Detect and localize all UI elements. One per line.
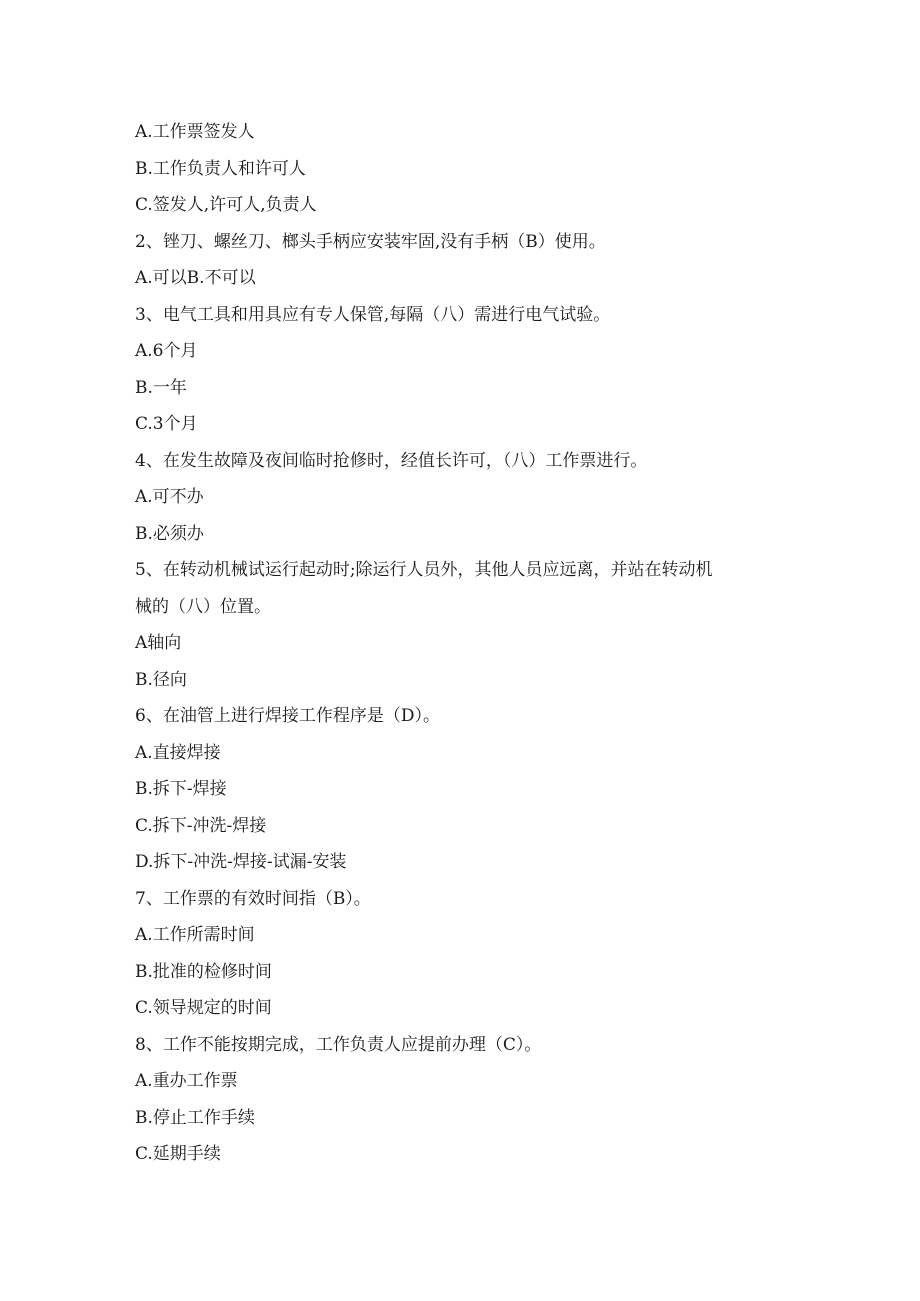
question-line: 8、工作不能按期完成，工作负责人应提前办理（C）。: [135, 1034, 542, 1055]
question-line: 6、在油管上进行焊接工作程序是（D）。: [135, 706, 440, 726]
question-line: 5、在转动机械试运行起动时;除运行人员外，其他人员应远离，并站在转动机: [135, 560, 713, 580]
option-line: B.拆下-焊接: [135, 779, 227, 799]
option-line: A.6个月: [135, 341, 198, 361]
option-line: B.批准的检修时间: [135, 961, 272, 982]
question-line: 7、工作票的有效时间指（B）。: [135, 888, 371, 909]
option-line: B.工作负责人和许可人: [135, 158, 306, 179]
option-line: B.停止工作手续: [135, 1107, 255, 1128]
option-line: A.工作票签发人: [135, 122, 255, 142]
option-line: A.可以B.不可以: [135, 268, 256, 288]
document-body: [135, 114, 795, 1173]
option-line: C.3个月: [135, 414, 198, 434]
option-line: D.拆下-冲洗-焊接-试漏-安装: [135, 852, 347, 872]
question-line: 3、电气工具和用具应有专人保管,每隔（八）需进行电气试验。: [135, 304, 611, 325]
option-line: B.一年: [135, 377, 187, 398]
option-line: C.拆下-冲洗-焊接: [135, 815, 267, 836]
option-line: A.可不办: [135, 487, 204, 507]
option-line: A.直接焊接: [135, 742, 221, 763]
option-line: C.签发人,许可人,负责人: [135, 195, 317, 215]
option-line: C.延期手续: [135, 1144, 221, 1164]
option-line: A.工作所需时间: [135, 925, 255, 945]
option-line: B.必须办: [135, 523, 204, 544]
question-line-continued: 械的（八）位置。: [135, 596, 271, 617]
option-line: A.重办工作票: [135, 1071, 238, 1091]
question-line: 4、在发生故障及夜间临时抢修时，经值长许可，（八）工作票进行。: [135, 450, 648, 471]
option-line: C.领导规定的时间: [135, 998, 272, 1018]
question-line: 2、锉刀、螺丝刀、榔头手柄应安装牢固,没有手柄（B）使用。: [135, 231, 606, 252]
option-line: A轴向: [135, 633, 182, 653]
option-line: B.径向: [135, 669, 187, 690]
